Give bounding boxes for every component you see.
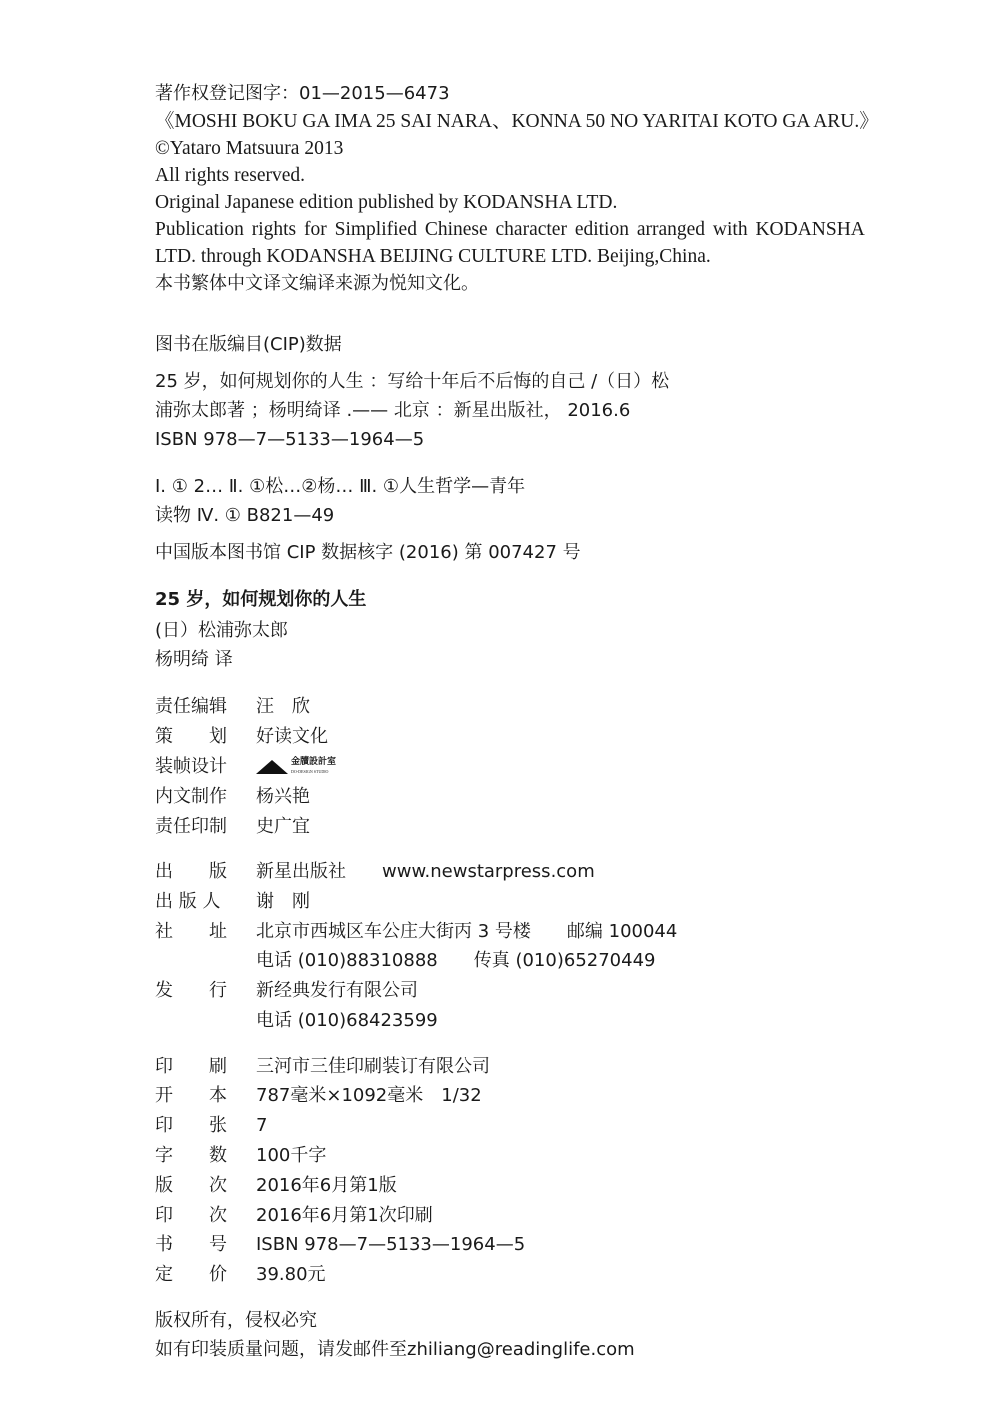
printing-value: 2016年6月第1次印刷 — [256, 1205, 433, 1226]
printing-row — [155, 1085, 482, 1107]
quality-contact: 如有印装质量问题，请发邮件至zhiliang@readinglife.com — [155, 1339, 635, 1360]
publisher-value: 电话 (010)88310888 传真 (010)65270449 — [256, 950, 656, 971]
book-author: (日）松浦弥太郎 — [155, 620, 289, 641]
printing-label: 定 价 — [155, 1264, 227, 1285]
publisher-row — [155, 1010, 438, 1032]
cip-heading: 图书在版编目(CIP)数据 — [155, 334, 342, 355]
credit-value: 史广宜 — [256, 816, 310, 837]
printing-label: 印 张 — [155, 1115, 227, 1136]
publication-rights-1: Publication rights for Simplified Chinese character edition arranged with KODANSHA — [155, 219, 865, 240]
printing-row — [155, 1056, 490, 1078]
publisher-row — [155, 921, 678, 943]
printing-row — [155, 1264, 326, 1286]
publisher-label: 出 版 人 — [155, 891, 221, 912]
logo-en-text: DO-DESIGN STUDIO — [291, 769, 329, 774]
credit-label: 责任编辑 — [155, 696, 227, 717]
printing-value: 7 — [256, 1115, 268, 1136]
book-translator: 杨明绮 译 — [155, 649, 233, 670]
publisher-label: 出 版 — [155, 861, 227, 882]
author-copyright: ©Yataro Matsuura 2013 — [155, 138, 344, 159]
logo-cn-text: 金牘設計室 — [291, 757, 337, 767]
printing-row — [155, 1115, 268, 1137]
rights-reserved: All rights reserved. — [155, 165, 306, 186]
publisher-row — [155, 950, 656, 972]
printing-value: 2016年6月第1版 — [256, 1175, 397, 1196]
credit-row — [155, 726, 328, 748]
copyright-registration: 著作权登记图字：01—2015—6473 — [155, 83, 450, 104]
credit-label: 装帧设计 — [155, 756, 227, 777]
publisher-value: 新经典发行有限公司 — [256, 980, 418, 1001]
publisher-value: 谢 刚 — [256, 891, 310, 912]
cip-line-1: 25 岁，如何规划你的人生 ：写给十年后不后悔的自己 /（日）松 — [155, 371, 670, 392]
printing-label: 版 次 — [155, 1175, 227, 1196]
credit-row — [155, 786, 310, 808]
printing-label: 字 数 — [155, 1145, 227, 1166]
publisher-row — [155, 980, 418, 1002]
credit-value: 汪 欣 — [256, 696, 310, 717]
rights-notice: 版权所有，侵权必究 — [155, 1310, 317, 1331]
publisher-row — [155, 891, 310, 913]
printing-value: 100千字 — [256, 1145, 327, 1166]
publisher-value: 电话 (010)68423599 — [256, 1010, 438, 1031]
printing-label: 开 本 — [155, 1085, 227, 1106]
printing-row — [155, 1205, 433, 1227]
triangle-logo-icon — [256, 760, 288, 774]
cip-class-1: Ⅰ. ① 2… Ⅱ. ①松…②杨… Ⅲ. ①人生哲学—青年 — [155, 476, 526, 497]
original-title: 《MOSHI BOKU GA IMA 25 SAI NARA、KONNA 50 NO YARITAI KOTO GA ARU.》 — [155, 111, 879, 132]
cip-line-2: 浦弥太郎著 ；杨明绮译 .—— 北京 ：新星出版社， 2016.6 — [155, 400, 631, 421]
credit-value: 杨兴艳 — [256, 786, 310, 807]
publisher-row — [155, 861, 595, 883]
original-publisher: Original Japanese edition published by KODANSHA LTD. — [155, 192, 618, 213]
credit-value: 好读文化 — [256, 726, 328, 747]
publisher-value: 新星出版社 www.newstarpress.com — [256, 861, 595, 882]
printing-row — [155, 1175, 397, 1197]
credit-row — [155, 756, 337, 778]
credit-label: 责任印制 — [155, 816, 227, 837]
design-studio-logo — [256, 758, 336, 776]
translation-source: 本书繁体中文译文编译来源为悦知文化。 — [155, 273, 479, 294]
publication-rights-2: LTD. through KODANSHA BEIJING CULTURE LTD. Beijing,China. — [155, 246, 711, 267]
cip-class-2: 读物 Ⅳ. ① B821—49 — [155, 505, 335, 526]
printing-value: 39.80元 — [256, 1264, 326, 1285]
credit-row — [155, 696, 310, 718]
credit-label: 内文制作 — [155, 786, 227, 807]
printing-label: 书 号 — [155, 1234, 227, 1255]
publisher-value: 北京市西城区车公庄大街丙 3 号楼 邮编 100044 — [256, 921, 678, 942]
printing-value: ISBN 978—7—5133—1964—5 — [256, 1234, 526, 1255]
printing-row — [155, 1234, 526, 1256]
printing-value: 787毫米×1092毫米 1/32 — [256, 1085, 482, 1106]
credit-row — [155, 816, 310, 838]
book-title: 25 岁，如何规划你的人生 — [155, 589, 367, 610]
printing-label: 印 刷 — [155, 1056, 227, 1077]
publisher-label: 社 址 — [155, 921, 227, 942]
cip-record: 中国版本图书馆 CIP 数据核字 (2016) 第 007427 号 — [155, 542, 581, 563]
publisher-label: 发 行 — [155, 980, 227, 1001]
printing-label: 印 次 — [155, 1205, 227, 1226]
cip-isbn: ISBN 978—7—5133—1964—5 — [155, 429, 425, 450]
printing-value: 三河市三佳印刷装订有限公司 — [256, 1056, 490, 1077]
credit-label: 策 划 — [155, 726, 227, 747]
printing-row — [155, 1145, 327, 1167]
